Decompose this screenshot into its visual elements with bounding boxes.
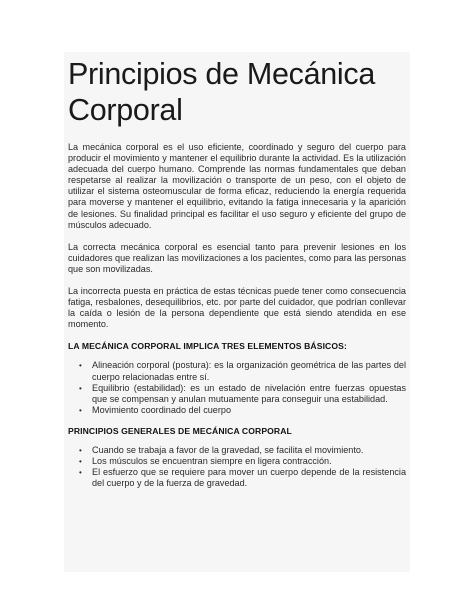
list-item bbox=[79, 382, 406, 405]
paragraph-consequences: La incorrecta puesta en práctica de estas técnicas puede tener como consecuencia fatiga, resbalones, desequilibrios, etc. por parte del cuidador, que podrían conllevar la caída o lesión de la persona dependiente que está siendo atendida en ese momento. bbox=[68, 286, 406, 330]
list-item bbox=[79, 455, 406, 467]
bullet-icon: • bbox=[79, 383, 82, 393]
list-item-text: Cuando se trabaja a favor de la gravedad, se facilita el movimiento. bbox=[92, 444, 364, 455]
list-item bbox=[79, 404, 406, 416]
list-item bbox=[79, 467, 406, 489]
elements-list bbox=[68, 360, 406, 415]
list-item-text: Alineación corporal (postura): es la organización geométrica de las partes del cuerpo relacionadas entre sí. bbox=[92, 360, 406, 382]
list-item-text: Los músculos se encuentran siempre en ligera contracción. bbox=[92, 455, 332, 466]
paragraph-definition: La mecánica corporal es el uso eficiente, coordinado y seguro del cuerpo para producir el movimiento y mantener el equilibrio durante la actividad. Es la utilización adecuada del cuerpo humano. Comprende las normas fundamentales que deban respetarse al realizar la movilización o transporte de un peso, con el objeto de utilizar el sistema osteomuscular de forma eficaz, reduciendo la energía requerida para moverse y mantener el equilibrio, evitando la fatiga innecesaria y la aparición de lesiones. Su finalidad principal es facilitar el uso seguro y eficiente del grupo de músculos adecuado. bbox=[68, 142, 406, 230]
section-heading-principles: PRINCIPIOS GENERALES DE MECÁNICA CORPORAL bbox=[68, 425, 292, 436]
principles-list bbox=[68, 445, 406, 489]
list-item-text: El esfuerzo que se requiere para mover un cuerpo depende de la resistencia del cuerpo y de la fuerza de gravedad. bbox=[92, 467, 406, 489]
list-item-text: Equilibrio (estabilidad): es un estado de nivelación entre fuerzas opuestas que se compensan y anulan mutuamente para conseguir una estabilidad. bbox=[92, 382, 406, 404]
document-content bbox=[64, 52, 410, 572]
bullet-icon: • bbox=[79, 445, 82, 455]
bullet-icon: • bbox=[79, 361, 82, 371]
list-item bbox=[79, 360, 406, 382]
section-heading-elements: LA MECÁNICA CORPORAL IMPLICA TRES ELEMENTOS BÁSICOS: bbox=[68, 341, 347, 352]
bullet-icon: • bbox=[79, 456, 82, 466]
page-title: Principios de Mecánica Corporal bbox=[68, 57, 376, 127]
bullet-icon: • bbox=[79, 468, 82, 478]
list-item-text: Movimiento coordinado del cuerpo bbox=[92, 404, 232, 415]
paragraph-importance: La correcta mecánica corporal es esencial tanto para prevenir lesiones en los cuidadores que realizan las movilizaciones a los pacientes, como para las personas que son movilizadas. bbox=[68, 241, 406, 274]
list-item bbox=[79, 444, 406, 456]
bullet-icon: • bbox=[79, 405, 82, 415]
